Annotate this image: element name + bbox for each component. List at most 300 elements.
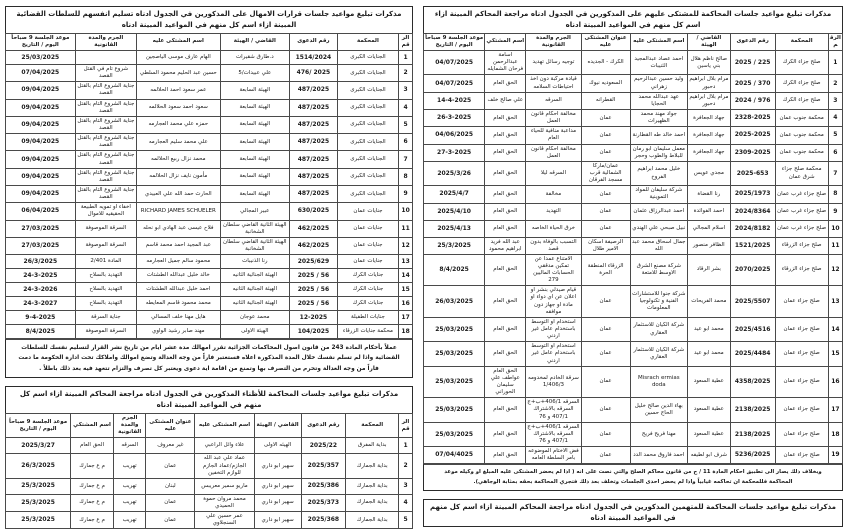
cell: 2: [828, 75, 842, 92]
cell: عمان: [581, 203, 630, 220]
column-header: المحكمة: [775, 33, 828, 50]
cell: 24-3-2027: [6, 297, 76, 311]
cell: 11: [828, 237, 842, 254]
cell: 4: [828, 109, 842, 126]
cell: السرقة الموصوفة: [75, 220, 136, 237]
table-row: [424, 366, 843, 398]
cell: 15: [399, 283, 413, 297]
cell: 2070/2025: [730, 254, 775, 286]
cell: علي محمد سليم العجارمه: [137, 134, 220, 151]
cell: 487/2025: [290, 168, 338, 185]
cell: الحق العام: [485, 161, 526, 185]
cell: 27/03/2025: [6, 237, 76, 254]
cell: الحق العام: [485, 398, 526, 422]
cell: جناية الشروع التام بالقتل القصد: [75, 168, 136, 185]
cell: شركة سليفان للمواد التموينية: [630, 186, 687, 203]
cell: 487/2025: [290, 116, 338, 133]
cell: السعوديه نيوك: [581, 75, 630, 92]
cell: 9-4-2025: [6, 311, 76, 325]
cell: 24-3-2025: [6, 269, 76, 283]
cell: 04/06/2025: [424, 127, 485, 144]
cell: رنا القضاة: [688, 186, 731, 203]
cell: 370 / 2025: [730, 75, 775, 92]
cell: 4: [399, 494, 413, 511]
cell: جناية الشروع التام بالقتل القصد: [75, 151, 136, 168]
cell: 12-2025: [290, 311, 338, 325]
cell: 1: [399, 50, 413, 64]
cell: عبد الله فريد ابراهيم محمود: [485, 237, 526, 254]
column-header: اسم المشتكى عليه: [195, 414, 254, 438]
table-row: [424, 109, 843, 126]
cell: صلح جزاء الكرك: [775, 92, 828, 109]
cell: الجنايات الكبرى: [337, 82, 398, 99]
cell: 25/3/2025: [6, 478, 71, 494]
cell: عمان: [581, 286, 630, 318]
cell: استخدام او التوسط باستخدام عامل غير اردني: [526, 342, 581, 366]
cell: جناية الشروع التام بالقتل القصد: [75, 99, 136, 116]
cell: الهيئة السابعة: [220, 151, 290, 168]
cell: السرقة الموصوفة: [75, 325, 136, 339]
column-header: المحكمة: [346, 414, 399, 438]
cell: الحق العام عواطف علي سليمان الحوراني: [485, 366, 526, 398]
cell: مرام بلال ابراهيم دحبور: [688, 92, 731, 109]
cell: اسلام المجالي: [688, 220, 731, 237]
cell: جمال اسحاق محمد عبد الله: [630, 237, 687, 254]
cell: 3: [399, 478, 413, 494]
cell: محمد الفريحات: [688, 286, 731, 318]
cell: 2328-2025: [730, 109, 775, 126]
cell: فلاح عيسى عبد الهادي ابو نحله: [137, 220, 220, 237]
cell: محمد نزال ربيع الحلالمه: [137, 151, 220, 168]
cell: 2025/4/13: [424, 220, 485, 237]
cell: عهد عبدالله محمد الحجايا: [630, 92, 687, 109]
table-row: [6, 237, 413, 254]
cell: 1521/2025: [730, 237, 775, 254]
header-row: [6, 414, 413, 438]
table-row: [6, 185, 413, 202]
cell: بداية الجمارك: [346, 512, 399, 529]
table-row: [6, 311, 413, 325]
cell: 26/3/2025: [6, 255, 76, 269]
cell: 14-4-2025: [424, 92, 485, 109]
cell: الحق العام: [485, 422, 526, 446]
cell: جناية الشروع التام بالقتل القصد: [75, 185, 136, 202]
cell: عمان: [581, 366, 630, 398]
cell: 976 / 2024: [730, 92, 775, 109]
cell: جهاد الجعافرة: [688, 127, 731, 144]
column-header: موعد الجلسة 9 صباحاً اليوم / التاريخ: [6, 414, 71, 438]
cell: م ع جمارك: [71, 454, 114, 478]
cell: 15: [828, 342, 842, 366]
cell: 8/4/2025: [6, 325, 76, 339]
cell: جنايات عمان: [337, 255, 398, 269]
cell: 9: [399, 185, 413, 202]
cell: 25/3/2025: [6, 494, 71, 511]
cell: عطية السعود: [688, 422, 731, 446]
cell: 11: [399, 220, 413, 237]
column-header: عنوان المشتكى عليه: [146, 414, 195, 438]
cell: جناية الشروع التام بالقتل القصد: [75, 134, 136, 151]
table-row: [424, 237, 843, 254]
cell: عبير المجالي: [220, 203, 290, 220]
cell: 487/2025: [290, 99, 338, 116]
cell: تهريب: [113, 494, 146, 511]
cell: التسبب بالوفاة بدون قصد: [526, 237, 581, 254]
column-header: الرقم: [399, 414, 413, 438]
cell: التهديد بالسلاح: [75, 269, 136, 283]
cell: 487/2025: [290, 185, 338, 202]
cell: الامتناع عمدا عن تمكين مدققي الحسابات الماليين 279: [526, 254, 581, 286]
cell: صلح جزاء غرب عمان: [775, 186, 828, 203]
cell: 27/03/2025: [6, 220, 76, 237]
cell: 13: [828, 286, 842, 318]
cell: علاء وائل الراعبي: [195, 438, 254, 454]
table-row: [424, 342, 843, 366]
cell: الزرقاء المنطقة الحرة: [581, 254, 630, 286]
cell: بداية الجمارك: [346, 494, 399, 511]
cell: السرقه: [113, 438, 146, 454]
cell: عمان: [581, 144, 630, 161]
cell: 2025/368: [301, 512, 346, 529]
cell: 7: [828, 161, 842, 185]
cell: 2138/2025: [730, 398, 775, 422]
cell: صلح جزاء عمان: [775, 317, 828, 341]
cell: عطية السعود: [688, 398, 731, 422]
table-row: [424, 203, 843, 220]
cell: صلح جزاء عمان: [775, 342, 828, 366]
column-header: الجرم والمدة القانونية: [113, 414, 146, 438]
cell: 25/03/2025: [6, 50, 76, 64]
cell: الهيئة السابعة: [220, 82, 290, 99]
cell: قيام صيدلي بنشر او اعلان عن اي دواء او مادة او جهاز دون موافقه: [526, 286, 581, 318]
cell: 10: [399, 203, 413, 220]
cell: شروع تام في القتل القصد: [75, 64, 136, 81]
cell: صلح جزاء الكرك: [775, 50, 828, 74]
cell: الجنايات الكبرى: [337, 168, 398, 185]
cell: غير معروف: [146, 438, 195, 454]
cell: 2025/3/27: [6, 438, 71, 454]
suspects-hearing-schedule-table: [5, 413, 413, 529]
table-row: [424, 186, 843, 203]
column-header: رقم الدعوى: [730, 33, 775, 50]
table-row: [6, 168, 413, 185]
cell: عمان: [581, 447, 630, 464]
cell: السرقه: [526, 92, 581, 109]
cell: الحق العام: [485, 254, 526, 286]
cell: 2309-2025: [730, 144, 775, 161]
cell: اسامة عبدالرحمن فرحان الشمايله: [485, 50, 526, 74]
cell: 2024/8364: [730, 203, 775, 220]
table-row: [6, 325, 413, 339]
spacer: [423, 491, 843, 499]
cell: 2025/4/10: [424, 203, 485, 220]
cell: عمان: [581, 109, 630, 126]
cell: الجنايات الكبرى: [337, 134, 398, 151]
cell: 17: [828, 398, 842, 422]
cell: 2025-653: [730, 161, 775, 185]
cell: 5: [399, 116, 413, 133]
cell: الجنايات الكبرى: [337, 116, 398, 133]
cell: فض الاختام الموضوعه بامر السلطة العامه: [526, 447, 581, 464]
cell: عمان: [581, 127, 630, 144]
cell: 09/04/2025: [6, 168, 76, 185]
cell: 26/03/2025: [424, 286, 485, 318]
cell: بداية الجمارك: [346, 478, 399, 494]
column-header: القاضي / الهيئة: [254, 414, 301, 438]
cell: 12: [828, 254, 842, 286]
cell: عمان: [581, 398, 630, 422]
cell: 5236/2025: [730, 447, 775, 464]
cell: 18: [828, 422, 842, 446]
cell: بداية الجمارك: [346, 454, 399, 478]
cell: توجيه رسائل تهديد: [526, 50, 581, 74]
cell: خليل محمد ابراهيم الفروخ: [630, 161, 687, 185]
cell: السرقه ليلا: [526, 161, 581, 185]
table-row: [424, 422, 843, 446]
cell: وليد حسين عبدالرحيم زهراني: [630, 75, 687, 92]
cell: 5: [399, 512, 413, 529]
article-243-note: عملاً بأحكام المادة 243 من قانون اصول المحاكمات الجزائية تقرر امهالك مدة عشر ايام من تاريخ نشر القرار لتسليم نفسك للسلطات القضائية واذا لم تسلم نفسك خلال المدة المذكورة اعلاه فستعتبر فاراً من وجه العدالة وتضع اموالك واملاكك تحت ادارة الحكومة ما دمت فاراً من وجه العدالة وتحرم من التصرف بها وتمنع من اقامة اية دعوى ويعتبر كل تصرف والتزام تتعهد فيه بعد ذلك باطلاً .: [5, 339, 413, 378]
cell: 10: [828, 220, 842, 237]
cell: 2025/373: [301, 494, 346, 511]
cell: 2025/5507: [730, 286, 775, 318]
cell: سهير ابو داري: [254, 454, 301, 478]
cell: صلح جزاء غرب عمان: [775, 203, 828, 220]
cell: جنايات عمان: [337, 237, 398, 254]
cell: محمد ابو عيد: [688, 317, 731, 341]
cell: نبيل صبحي علي الهندي: [630, 220, 687, 237]
cell: 2025/357: [301, 454, 346, 478]
cell: التهديد بالسلاح: [75, 297, 136, 311]
cell: مجدي عويس: [688, 161, 731, 185]
cell: 09/04/2025: [6, 185, 76, 202]
cell: 7: [399, 151, 413, 168]
cell: الهيئة الجنائية الثانيه: [220, 283, 290, 297]
column-header: موعد الجلسة 9 صباحاً اليوم / التاريخ: [6, 33, 76, 50]
cell: الهام عارف موسى الياصجين: [137, 50, 220, 64]
cell: 14: [399, 269, 413, 283]
column-header: موعد الجلسة 9 صباحاً اليوم / التاريخ: [424, 33, 485, 50]
cell: 4358/2025: [730, 366, 775, 398]
cell: جنايات الطفيلة: [337, 311, 398, 325]
header-row: [424, 33, 843, 50]
cell: 24-3-2026: [6, 283, 76, 297]
cell: 25/03/2025: [424, 366, 485, 398]
cell: 225 / 2025: [730, 50, 775, 74]
cell: 09/04/2025: [6, 82, 76, 99]
left-bottom-notices-heading: مذكرات تبليغ مواعيد جلسات المحاكمة للأظناء المذكورين في الجدول ادناه مراجعة المحاكم المبينة ازاء اسم كل منهم في المواعيد المبينة ادناه: [5, 386, 413, 414]
cell: 2025/4/7: [424, 186, 485, 203]
cell: لبنان: [146, 478, 195, 494]
cell: علي عبيدات/5: [220, 64, 290, 81]
column-header: عنوان المشتكى عليه: [581, 33, 630, 50]
cell: 25/03/2025: [424, 317, 485, 341]
cell: جواد مهند محمد الظهيرات: [630, 109, 687, 126]
column-header: المحكمة: [337, 33, 398, 50]
right-notices-column: [423, 6, 843, 529]
cell: الهيئة السابعة: [220, 185, 290, 202]
cell: السرقة الموصوفة: [75, 237, 136, 254]
cell: عمان: [146, 454, 195, 478]
cell: 56 / 2025: [290, 269, 338, 283]
cell: عمان: [581, 220, 630, 237]
cell: الحق العام: [485, 127, 526, 144]
cell: 3: [399, 82, 413, 99]
cell: 6: [399, 134, 413, 151]
cell: تهريب: [113, 512, 146, 529]
cell: اخفاء او تمويه الطبيعة الحقيقيه للاموال: [75, 203, 136, 220]
cell: شركة الكيان للاستثمار العقاري: [630, 342, 687, 366]
cell: 1: [399, 438, 413, 454]
cell: جناية الشروع التام بالقتل القصد: [75, 82, 136, 99]
cell: مهنا فريح فريح: [630, 422, 687, 446]
cell: ماريو سمير معريبس: [195, 478, 254, 494]
cell: المادة 2/401: [75, 255, 136, 269]
table-row: [6, 438, 413, 454]
cell: الهيئة السابعة: [220, 168, 290, 185]
column-header: الجرم والمدة القانونية: [75, 33, 136, 50]
cell: عمان: [581, 422, 630, 446]
cell: عمان: [581, 186, 630, 203]
cell: الهيئة الاولى: [220, 325, 290, 339]
surrender-orders-table: [5, 33, 413, 339]
cell: 13: [399, 255, 413, 269]
cell: 8: [399, 168, 413, 185]
cell: 16: [399, 297, 413, 311]
cell: 2025 /476: [290, 64, 338, 81]
cell: الجنايات الكبرى: [337, 99, 398, 116]
cell: محكمة جنوب عمان: [775, 109, 828, 126]
cell: بشر الرقاد: [688, 254, 731, 286]
cell: جنايات الكرك: [337, 269, 398, 283]
cell: عمان: [581, 317, 630, 341]
cell: 14: [828, 317, 842, 341]
left-notices-heading: مذكرات تبليغ مواعيد جلسات قرارات الامهال على المذكورين في الجدول ادناه تسليم انفسهم للسلطات القضائية المبينة ازاء اسم كل منهم في المواعيد المبينة ادناه: [5, 6, 413, 34]
cell: 04/07/2025: [424, 50, 485, 74]
cell: عطية السعود: [688, 366, 731, 398]
column-header: رقم الدعوى: [301, 414, 346, 438]
cell: صلح جزاء عمان: [775, 398, 828, 422]
cell: علي صالح خلف: [485, 92, 526, 109]
cell: 630/2025: [290, 203, 338, 220]
cell: مخالفة احكام قانون العمل: [526, 144, 581, 161]
cell: 25/03/2025: [424, 398, 485, 422]
cell: 25/03/2025: [424, 422, 485, 446]
table-row: [6, 478, 413, 494]
cell: استخدام او التوسط باستخدام عامل غير اردني: [526, 317, 581, 341]
cell: السرقه 406/1+ب+ج السرقه بالاشتراك 407/1 و 76: [526, 422, 581, 446]
cell: مداعبة منافية للحياء العام: [526, 127, 581, 144]
cell: 2025/629: [290, 255, 338, 269]
cell: الحق العام: [485, 220, 526, 237]
cell: 27-3-2025: [424, 144, 485, 161]
table-row: [424, 50, 843, 74]
cell: التهديد: [526, 203, 581, 220]
cell: الجنايات الكبرى: [337, 185, 398, 202]
cell: 09/04/2025: [6, 116, 76, 133]
column-header: اسم المشتكى عليه: [137, 33, 220, 50]
cell: سهير ابو داري: [254, 494, 301, 511]
cell: مرام بلال ابراهيم دحبور: [688, 75, 731, 92]
cell: شركة مصنع الشرق الاوسط للامتعة: [630, 254, 687, 286]
cell: جنايات عمان: [337, 220, 398, 237]
cell: سهير ابو داري: [254, 478, 301, 494]
cell: 26-3-2025: [424, 109, 485, 126]
cell: محمد محمود قاسم المعايطه: [137, 297, 220, 311]
table-row: [424, 161, 843, 185]
cell: سعود احمد سعود الحلالمه: [137, 99, 220, 116]
right-bottom-notices-heading: مذكرات تبليغ مواعيد جلسات المحاكمة للمتهمين المذكورين في الجدول ادناه مراجعة المحاكم المبينة ازاء اسم كل منهم في المواعيد المبينة ادناه: [423, 499, 843, 527]
cell: رنا الذنيبات: [220, 255, 290, 269]
cell: 2: [399, 454, 413, 478]
cell: 09/04/2025: [6, 134, 76, 151]
cell: 104/2025: [290, 325, 338, 339]
cell: الهيئة الثانية القاضي سلطان الشخانبة: [220, 237, 290, 254]
cell: الحق العام: [485, 447, 526, 464]
cell: الحارث حمد الله علي العبيدي: [137, 185, 220, 202]
table-row: [424, 398, 843, 422]
cell: مخالفة: [526, 186, 581, 203]
cell: 17: [399, 311, 413, 325]
cell: 3: [828, 92, 842, 109]
table-row: [6, 134, 413, 151]
cell: عمر حسين علي السنجلاوي: [195, 512, 254, 529]
cell: صلح جزاء الزرقاء: [775, 237, 828, 254]
cell: 8/4/2025: [424, 254, 485, 286]
cell: عمر سعود احمد الحلالمه: [137, 82, 220, 99]
cell: خالد خليل عبدالله الطشتات: [137, 269, 220, 283]
right-notices-heading: مذكرات تبليغ مواعيد جلسات المحاكمة للمشتكى عليهم على المذكورين في الجدول ادناه مراجعة المحاكم المبينة ازاء اسم كل منهم في المواعيد المبينة ادناه: [423, 6, 843, 34]
cell: 09/04/2025: [6, 151, 76, 168]
cell: 5: [828, 127, 842, 144]
cell: 18: [399, 325, 413, 339]
cell: م ع جمارك: [71, 512, 114, 529]
cell: 04/07/2025: [424, 75, 485, 92]
cell: احمد عبدالرزاق عثمان: [630, 203, 687, 220]
cell: RICHARD JAMES SCHUELER: [137, 203, 220, 220]
cell: [75, 50, 136, 64]
cell: 487/2025: [290, 82, 338, 99]
table-row: [6, 82, 413, 99]
cell: صلح جزاء عمان: [775, 366, 828, 398]
cell: احمد خليل عبدالله الطشتات: [137, 283, 220, 297]
cell: 487/2025: [290, 151, 338, 168]
cell: الحق العام: [485, 109, 526, 126]
cell: 2024/8182: [730, 220, 775, 237]
cell: الهيئة الثانية القاضي سلطان الشخانبة: [220, 220, 290, 237]
cell: الهيئة الجنائية الثانيه: [220, 297, 290, 311]
cell: الجنايات الكبرى: [337, 50, 398, 64]
spacer: [5, 378, 413, 386]
table-row: [424, 75, 843, 92]
cell: احمد عصاد عبدالمجيد الثنيبات: [630, 50, 687, 74]
cell: الهيئة السابعة: [220, 116, 290, 133]
cell: صلح جزاء عمان: [775, 286, 828, 318]
table-row: [6, 494, 413, 511]
cell: جنايات الكرك: [337, 297, 398, 311]
table-row: [6, 116, 413, 133]
cell: حمزه علي محمد العجارمه: [137, 116, 220, 133]
table-row: [424, 286, 843, 318]
cell: عبد المجيد احمد محمد قاسم: [137, 237, 220, 254]
cell: م ع جمارك: [71, 478, 114, 494]
table-row: [424, 92, 843, 109]
cell: 4: [399, 99, 413, 116]
cell: صلح جزاء عمان: [775, 447, 828, 464]
column-header: اسم المشتكي: [485, 33, 526, 50]
cell: عماد علي عبد الله الجازم/عماد الجازم للوازم التخفين: [195, 454, 254, 478]
table-row: [6, 203, 413, 220]
